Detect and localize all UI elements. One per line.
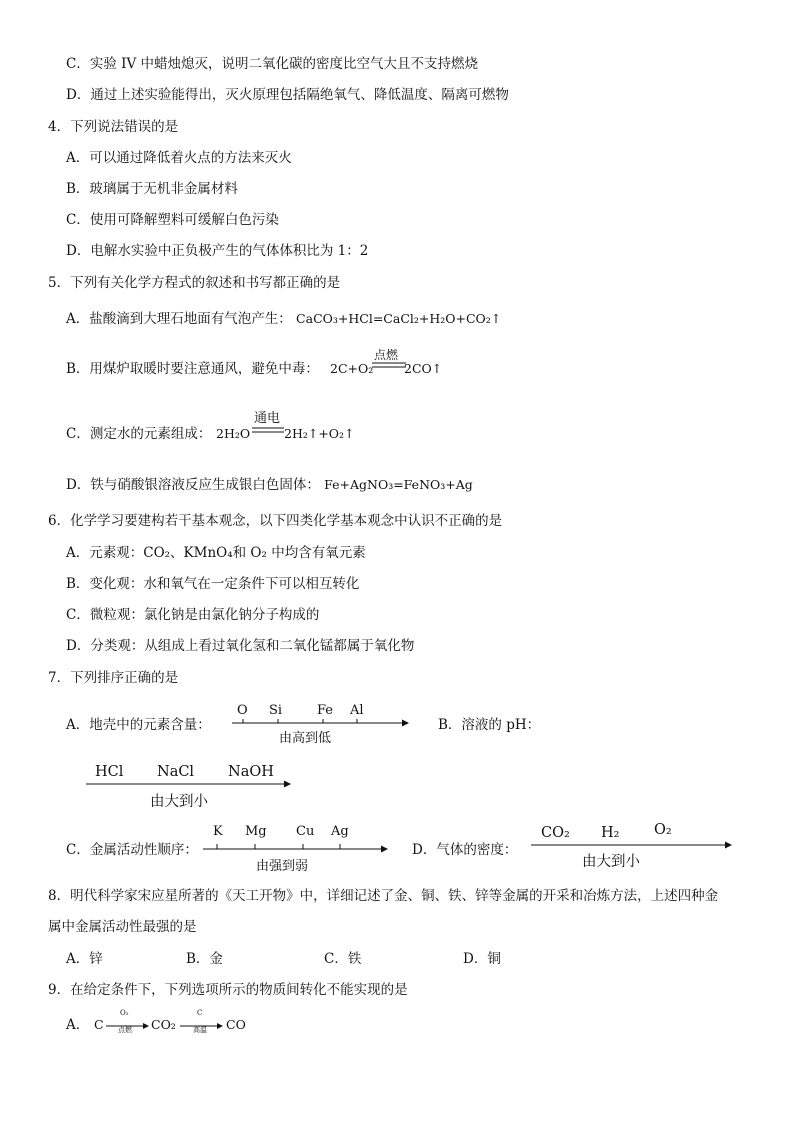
q9-a-cond1-bottom: 点燃 [118,1026,132,1034]
q6-option-b: B．变化观：水和氧气在一定条件下可以相互转化 [66,576,360,592]
q9-stem: 9．在给定条件下，下列选项所示的物质间转化不能实现的是 [48,982,408,998]
q5-option-a [66,310,501,328]
q7-stem: 7．下列排序正确的是 [48,670,179,686]
q5-option-c-eq-right: 2H₂↑+O₂↑ [284,426,355,441]
q7-b-arrow [86,779,292,789]
q7-a-label-al: Al [350,703,364,718]
q4-option-b: B．玻璃属于无机非金属材料 [66,181,238,197]
q7-c-caption: 由强到弱 [256,859,309,874]
q4-option-a: A．可以通过降低着火点的方法来灭火 [66,150,292,166]
q7-d-label-co2: CO₂ [541,825,570,841]
q9-a-arrow-1 [106,1022,150,1030]
q6-option-d: D．分类观：从组成上看过氧化氢和二氧化锰都属于氧化物 [66,638,415,654]
q3-option-c: C．实验 IV 中蜡烛熄灭，说明二氧化碳的密度比空气大且不支持燃烧 [66,56,478,72]
q7-c-label-mg: Mg [245,824,267,839]
q7-d-arrow [531,840,733,850]
q9-a-species-2: CO₂ [151,1017,176,1032]
q7-c-label-ag: Ag [331,824,349,839]
q9-a-cond1-top: O₂ [120,1009,129,1017]
q7-a-label-si: Si [269,703,283,718]
q7-d-label-h2: H₂ [601,825,620,841]
q7-option-d: D．气体的密度： [412,842,518,858]
q5-option-b-eq-left: 2C+O₂ [330,361,374,376]
q5-option-c-text: C．测定水的元素组成： [66,426,212,442]
q4-option-d: D．电解水实验中正负极产生的气体体积比为 1：2 [66,243,369,259]
q5-option-b-text: B．用煤炉取暖时要注意通风，避免中毒： [66,361,319,377]
q8-stem-line2: 属中金属活动性最强的是 [48,919,197,935]
q7-c-label-k: K [213,824,223,839]
q5-option-b-eq-right: 2CO↑ [404,361,443,376]
q8-option-b: B．金 [186,951,223,967]
q5-option-c-equals-sign [252,427,284,433]
q5-option-d-equation: Fe+AgNO₃=FeNO₃+Ag [324,477,473,492]
q9-a-arrow-2 [180,1022,224,1030]
q9-a-cond2-top: C [197,1009,203,1017]
q7-d-label-o2: O₂ [654,822,672,838]
q9-a-cond2-bottom: 高温 [193,1026,207,1034]
q8-option-d: D．铜 [463,951,501,967]
q7-b-label-naoh: NaOH [228,764,274,780]
q5-option-a-text: A．盐酸滴到大理石地面有气泡产生： [66,311,292,327]
q5-option-a-equation: CaCO₃+HCl=CaCl₂+H₂O+CO₂↑ [296,311,502,326]
q6-option-c: C．微粒观：氯化钠是由氯化钠分子构成的 [66,607,320,623]
q4-stem: 4．下列说法错误的是 [48,119,179,135]
q6-stem: 6．化学学习要建构若干基本观念，以下四类化学基本观念中认识不正确的是 [48,513,503,529]
q7-option-c: C．金属活动性顺序： [66,842,198,858]
q5-option-b-condition: 点燃 [374,348,399,362]
q7-option-a: A．地壳中的元素含量： [66,717,211,733]
q8-option-c: C．铁 [324,951,362,967]
q6-option-a: A．元素观：CO₂、KMnO₄和 O₂ 中均含有氧元素 [66,545,366,561]
q7-a-label-o: O [237,703,248,718]
q5-option-c-eq-left: 2H₂O [216,426,251,441]
q7-c-label-cu: Cu [296,824,315,839]
q7-a-label-fe: Fe [317,703,334,718]
q4-option-c: C．使用可降解塑料可缓解白色污染 [66,212,279,228]
q5-option-b [66,360,319,378]
q8-option-a: A．锌 [66,951,103,967]
q5-option-d-text: D．铁与硝酸银溶液反应生成银白色固体： [66,477,320,493]
q7-b-label-nacl: NaCl [157,764,195,780]
q9-option-a-prefix: A． [66,1017,90,1033]
q5-option-d [66,476,473,494]
q9-a-species-1: C [94,1017,104,1032]
q5-option-c-condition: 通电 [254,411,281,426]
q7-b-label-hcl: HCl [95,764,124,780]
q9-a-species-3: CO [226,1017,246,1032]
q8-stem-line1: 8．明代科学家宋应星所著的《天工开物》中，详细记述了金、铜、铁、锌等金属的开采和冶炼方法，上述四种金 [48,888,719,904]
q7-option-b: B．溶液的 pH： [438,717,541,733]
q5-option-b-equals-sign [372,362,406,368]
q7-b-caption: 由大到小 [150,794,208,810]
q7-d-caption: 由大到小 [582,854,640,870]
q7-c-arrow [203,844,389,854]
q7-a-caption: 由高到低 [279,731,332,746]
q5-option-c [66,425,211,443]
q5-stem: 5．下列有关化学方程式的叙述和书写都正确的是 [48,275,341,291]
q3-option-d: D．通过上述实验能得出，灭火原理包括隔绝氧气、降低温度、隔离可燃物 [66,87,509,103]
